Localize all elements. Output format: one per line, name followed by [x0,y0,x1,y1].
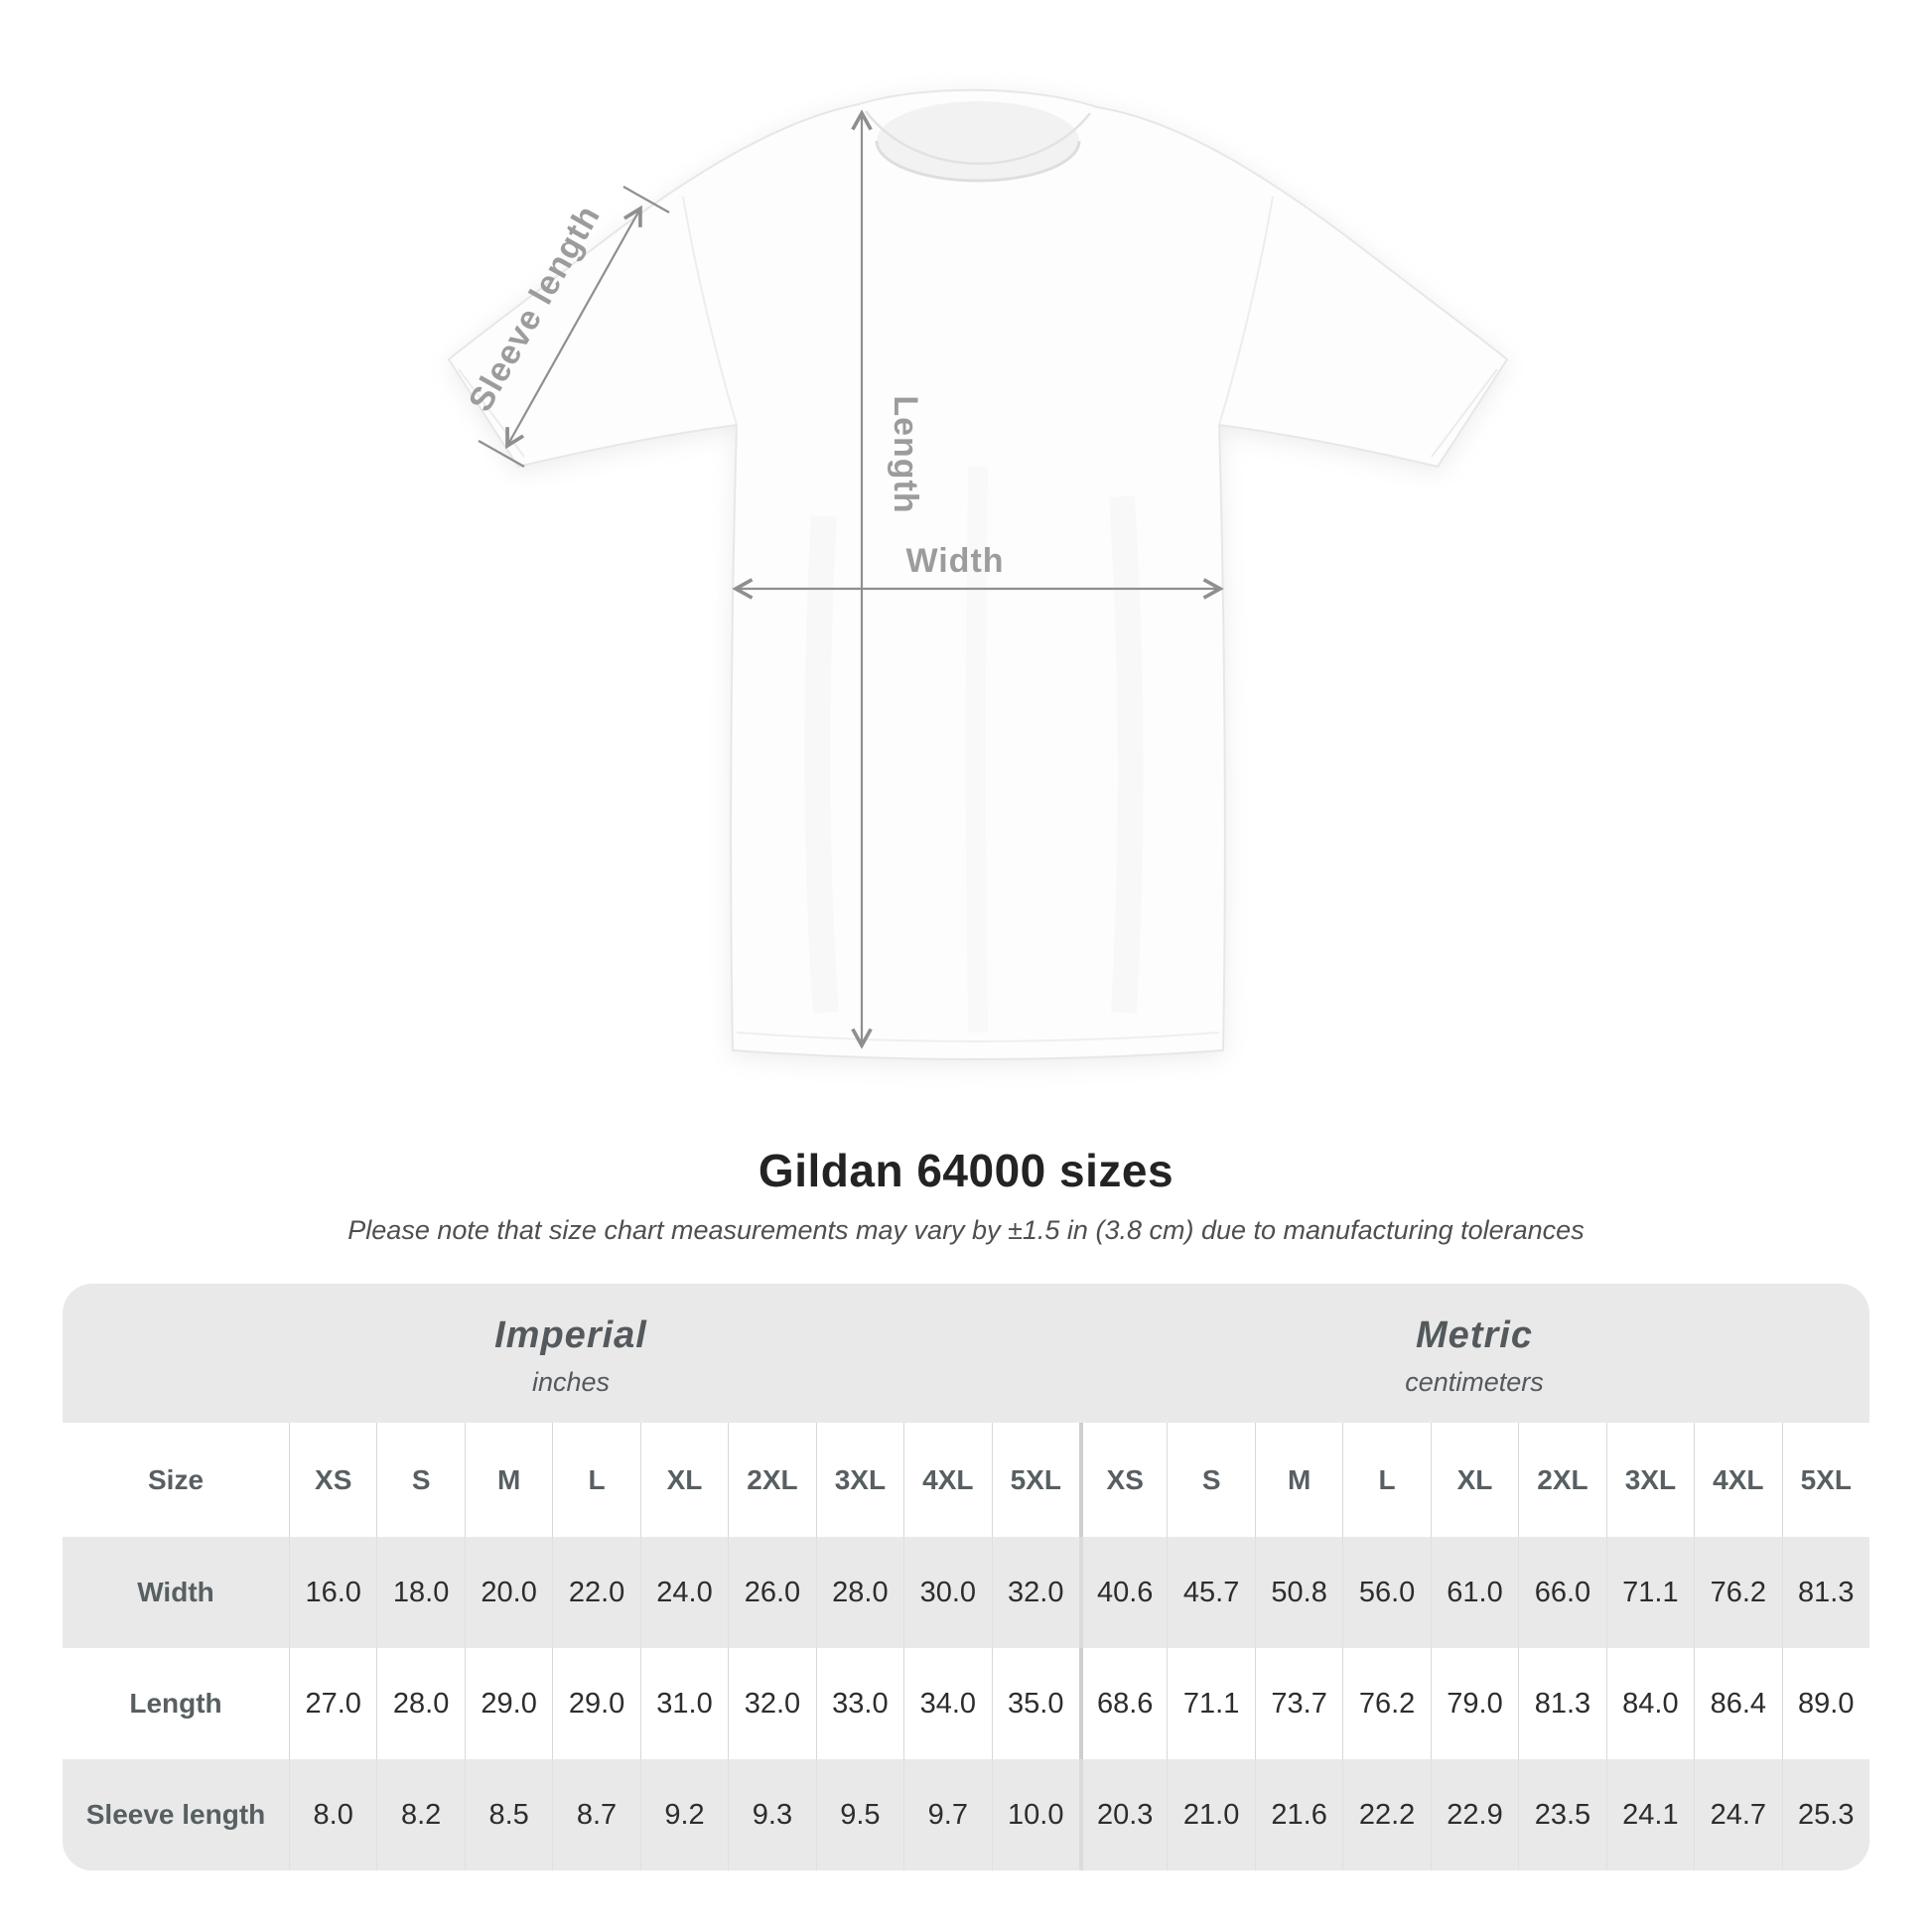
value-cell-imperial: 27.0 [289,1648,376,1759]
size-header-metric-2xl: 2XL [1518,1423,1605,1537]
value-cell-metric: 73.7 [1255,1648,1342,1759]
size-header-metric-l: L [1342,1423,1430,1537]
value-cell-metric: 56.0 [1342,1537,1430,1648]
length-label: Length [887,395,924,514]
size-column-header: Size [147,1463,205,1495]
value-cell-metric: 24.7 [1694,1759,1781,1870]
value-cell-imperial: 8.0 [289,1759,376,1870]
size-header-row [63,1423,1869,1537]
value-cell-imperial: 8.5 [465,1759,552,1870]
value-cell-metric: 22.2 [1342,1759,1430,1870]
value-cell-metric: 76.2 [1342,1648,1430,1759]
value-cell-metric: 22.9 [1431,1759,1518,1870]
value-cell-metric: 24.1 [1606,1759,1694,1870]
value-cell-imperial: 32.0 [992,1537,1079,1648]
value-cell-imperial: 28.0 [816,1537,903,1648]
value-cell-imperial: 28.0 [376,1648,464,1759]
value-cell-imperial: 16.0 [289,1537,376,1648]
size-header-imperial-m: M [465,1423,552,1537]
measurement-row-length [63,1648,1869,1759]
value-cell-imperial: 8.7 [552,1759,639,1870]
size-header-imperial-5xl: 5XL [992,1423,1079,1537]
value-cell-metric: 66.0 [1518,1537,1605,1648]
value-cell-metric: 84.0 [1606,1648,1694,1759]
unit-group-band [63,1284,1869,1423]
size-header-imperial-2xl: 2XL [728,1423,815,1537]
value-cell-imperial: 33.0 [816,1648,903,1759]
metric-group-header [1079,1284,1869,1423]
value-cell-imperial: 29.0 [552,1648,639,1759]
size-header-metric-s: S [1167,1423,1254,1537]
value-cell-imperial: 35.0 [992,1648,1079,1759]
value-cell-imperial: 20.0 [465,1537,552,1648]
value-cell-imperial: 24.0 [640,1537,728,1648]
row-label: Length [129,1688,222,1719]
size-header-imperial-3xl: 3XL [816,1423,903,1537]
value-cell-metric: 25.3 [1782,1759,1869,1870]
size-header-imperial-4xl: 4XL [903,1423,991,1537]
size-header-metric-3xl: 3XL [1606,1423,1694,1537]
value-cell-metric: 23.5 [1518,1759,1605,1870]
size-header-imperial-s: S [376,1423,464,1537]
imperial-unit: inches [531,1367,611,1397]
value-cell-metric: 45.7 [1167,1537,1254,1648]
value-cell-imperial: 30.0 [903,1537,991,1648]
value-cell-imperial: 8.2 [376,1759,464,1870]
size-table [63,1284,1869,1870]
value-cell-metric: 79.0 [1431,1648,1518,1759]
value-cell-imperial: 29.0 [465,1648,552,1759]
value-cell-imperial: 26.0 [728,1537,815,1648]
value-cell-metric: 21.6 [1255,1759,1342,1870]
value-cell-metric: 20.3 [1079,1759,1167,1870]
value-cell-imperial: 32.0 [728,1648,815,1759]
value-cell-imperial: 9.2 [640,1759,728,1870]
value-cell-metric: 81.3 [1518,1648,1605,1759]
size-header-metric-m: M [1255,1423,1342,1537]
value-cell-metric: 40.6 [1079,1537,1167,1648]
measurement-row-width [63,1537,1869,1648]
value-cell-metric: 68.6 [1079,1648,1167,1759]
size-header-imperial-l: L [552,1423,639,1537]
imperial-title: Imperial [494,1314,647,1356]
row-label: Width [137,1577,214,1607]
metric-title: Metric [1416,1314,1533,1356]
value-cell-imperial: 34.0 [903,1648,991,1759]
size-header-imperial-xs: XS [289,1423,376,1537]
value-cell-metric: 76.2 [1694,1537,1781,1648]
tolerance-note: Please note that size chart measurements may vary by ±1.5 in (3.8 cm) due to manufacturing tolerances [347,1215,1585,1245]
measurement-row-sleeve-length [63,1759,1869,1870]
value-cell-imperial: 18.0 [376,1537,464,1648]
size-header-metric-4xl: 4XL [1694,1423,1781,1537]
value-cell-metric: 86.4 [1694,1648,1781,1759]
size-table-grid [63,1423,1869,1870]
imperial-group-header [63,1284,1079,1423]
size-header-metric-xl: XL [1431,1423,1518,1537]
value-cell-metric: 61.0 [1431,1537,1518,1648]
value-cell-imperial: 9.7 [903,1759,991,1870]
value-cell-metric: 71.1 [1167,1648,1254,1759]
sleeve-length-label: Sleeve length [461,199,609,418]
row-label: Sleeve length [85,1799,266,1830]
size-header-metric-xs: XS [1079,1423,1167,1537]
width-label: Width [905,542,1005,580]
value-cell-metric: 50.8 [1255,1537,1342,1648]
value-cell-metric: 81.3 [1782,1537,1869,1648]
value-cell-metric: 21.0 [1167,1759,1254,1870]
value-cell-metric: 89.0 [1782,1648,1869,1759]
value-cell-imperial: 9.3 [728,1759,815,1870]
value-cell-imperial: 9.5 [816,1759,903,1870]
metric-unit: centimeters [1405,1367,1544,1397]
value-cell-metric: 71.1 [1606,1537,1694,1648]
value-cell-imperial: 31.0 [640,1648,728,1759]
size-header-imperial-xl: XL [640,1423,728,1537]
page-title: Gildan 64000 sizes [758,1145,1174,1196]
value-cell-imperial: 22.0 [552,1537,639,1648]
value-cell-imperial: 10.0 [992,1759,1079,1870]
size-header-metric-5xl: 5XL [1782,1423,1869,1537]
